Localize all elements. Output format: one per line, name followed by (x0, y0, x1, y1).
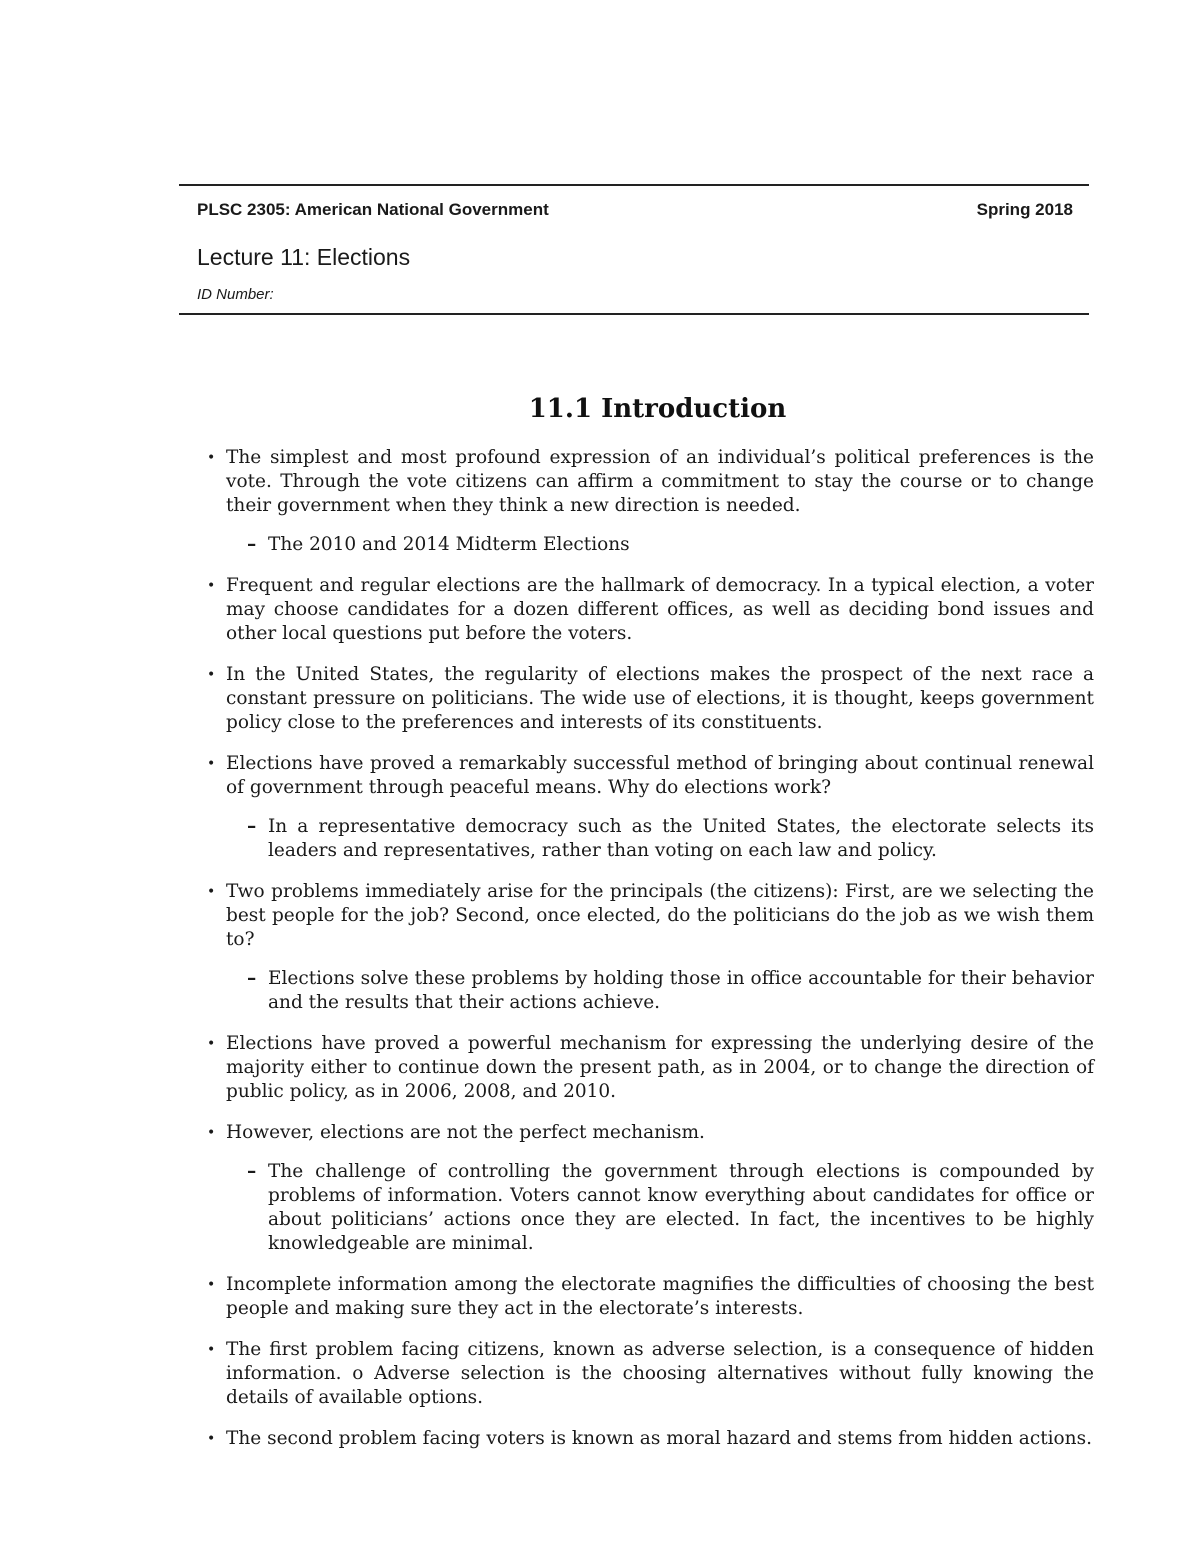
item-text: Elections have proved a powerful mechanism for expressing the underlying desire of the majority either to continue down the present path, as in 2004, or to change the direction of public policy, as in 2006, 2008, and 2010. (226, 1033, 1094, 1102)
item-text: The challenge of controlling the government through elections is compounded by problems of information. Voters cannot know everything about candidates for office or about politicians’ actions once they are elected. In fact, the incentives to be highly knowledgeable are minimal. (268, 1161, 1094, 1254)
bullet-marker: • (207, 756, 216, 772)
bullet-item (207, 1273, 1094, 1321)
sub-bullet-item (207, 967, 1094, 1015)
bullet-marker: • (207, 578, 216, 594)
bullet-item (207, 1032, 1094, 1104)
item-text: Elections have proved a remarkably successful method of bringing about continual renewal of government through peaceful means. Why do elections work? (226, 753, 1094, 798)
bullet-item (207, 1121, 1094, 1145)
bullet-marker: • (207, 667, 216, 683)
bullet-marker: • (207, 1125, 216, 1141)
item-text: Two problems immediately arise for the principals (the citizens): First, are we selecting the best people for the job? Second, once elected, do the politicians do the job as we wish them to? (226, 881, 1094, 950)
item-text: Incomplete information among the electorate magnifies the difficulties of choosing the best people and making sure they act in the electorate’s interests. (226, 1274, 1094, 1319)
bullet-marker: • (207, 1036, 216, 1052)
lecture-notes-list (207, 446, 1094, 1468)
bullet-item (207, 1427, 1094, 1451)
dash-marker: – (247, 1161, 257, 1182)
item-text: Frequent and regular elections are the hallmark of democracy. In a typical election, a voter may choose candidates for a dozen different offices, as well as deciding bond issues and other local questions put before the voters. (226, 575, 1094, 644)
bullet-item (207, 752, 1094, 800)
dash-marker: – (247, 816, 257, 837)
section-heading: 11.1 Introduction (528, 394, 787, 424)
header-bottom-rule (179, 313, 1089, 315)
lecture-title: Lecture 11: Elections (197, 244, 411, 270)
dash-marker: – (247, 534, 257, 555)
sub-bullet-item (207, 1160, 1094, 1256)
item-text: In the United States, the regularity of elections makes the prospect of the next race a constant pressure on politicians. The wide use of elections, it is thought, keeps government policy close to the preferences and interests of its constituents. (226, 664, 1094, 733)
bullet-marker: • (207, 1277, 216, 1293)
item-text: The second problem facing voters is known as moral hazard and stems from hidden actions. (226, 1428, 1092, 1449)
id-number-label: ID Number: (197, 286, 274, 303)
bullet-marker: • (207, 884, 216, 900)
item-text: In a representative democracy such as the United States, the electorate selects its leaders and representatives, rather than voting on each law and policy. (268, 816, 1094, 861)
header-top-rule (179, 184, 1089, 186)
item-text: The simplest and most profound expression of an individual’s political preferences is the vote. Through the vote citizens can affirm a commitment to stay the course or to change their government when they think a new direction is needed. (226, 447, 1094, 516)
bullet-marker: • (207, 450, 216, 466)
bullet-item (207, 663, 1094, 735)
bullet-item (207, 1338, 1094, 1410)
course-title: PLSC 2305: American National Government (197, 200, 549, 219)
bullet-marker: • (207, 1342, 216, 1358)
bullet-marker: • (207, 1431, 216, 1447)
dash-marker: – (247, 968, 257, 989)
bullet-item (207, 880, 1094, 952)
item-text: Elections solve these problems by holding those in office accountable for their behavior and the results that their actions achieve. (268, 968, 1094, 1013)
item-text: The first problem facing citizens, known as adverse selection, is a consequence of hidden information. o Adverse selection is the choosing alternatives without fully knowing the details of available options. (226, 1339, 1094, 1408)
item-text: However, elections are not the perfect mechanism. (226, 1122, 705, 1143)
bullet-item (207, 446, 1094, 518)
item-text: The 2010 and 2014 Midterm Elections (268, 534, 630, 555)
sub-bullet-item (207, 533, 1094, 557)
bullet-item (207, 574, 1094, 646)
sub-bullet-item (207, 815, 1094, 863)
term-label: Spring 2018 (976, 200, 1073, 219)
